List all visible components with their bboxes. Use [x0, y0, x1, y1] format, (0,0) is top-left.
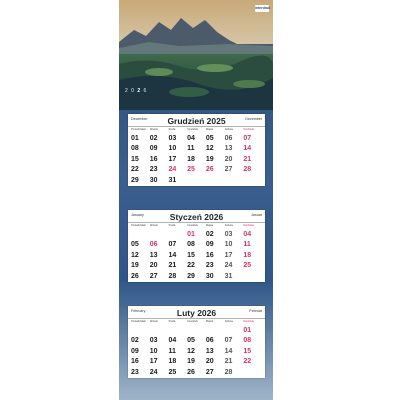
month-title: Styczeń 2026 — [169, 212, 224, 222]
weekday-header-row — [128, 223, 265, 229]
day-cell: 03 — [149, 337, 158, 345]
day-cell: 12 — [131, 251, 139, 259]
weekday-label: Czwartek — [187, 224, 198, 227]
day-cell: 03 — [224, 230, 233, 238]
weekday-label: Środa — [168, 128, 176, 131]
weekday-label: Piątek — [205, 128, 214, 131]
weekday-label: Czwartek — [187, 128, 198, 131]
day-cell: 09 — [149, 145, 158, 153]
week-row — [128, 229, 265, 240]
day-cell: 14 — [224, 347, 233, 355]
day-cell: 12 — [205, 145, 214, 153]
day-cell: 05 — [205, 134, 214, 142]
day-cell: 06 — [224, 134, 233, 142]
weekday-header-row — [128, 127, 265, 133]
day-cell: 05 — [131, 241, 139, 249]
week-row — [128, 325, 265, 336]
month-header — [128, 210, 265, 223]
day-cell: 29 — [131, 176, 139, 184]
month-card — [128, 210, 265, 282]
weekday-label: Piątek — [205, 320, 214, 323]
day-cell: 11 — [187, 145, 195, 153]
weekday-label: Poniedziałek — [131, 320, 146, 323]
day-cell: 19 — [131, 262, 139, 270]
week-row — [128, 367, 265, 378]
day-cell: 25 — [168, 368, 177, 376]
month-label-right: Januar — [251, 213, 262, 217]
day-cell: 17 — [224, 251, 233, 259]
day-cell: 09 — [131, 347, 139, 355]
weekday-label: Środa — [168, 224, 176, 227]
week-row — [128, 154, 265, 165]
day-cell: 15 — [187, 251, 195, 259]
weekday-label: Sobota — [224, 320, 233, 323]
day-cell: 17 — [149, 358, 158, 366]
day-cell: 18 — [187, 155, 195, 163]
day-cell: 26 — [187, 368, 195, 376]
day-cell: 26 — [205, 166, 214, 174]
day-cell: 01 — [131, 134, 139, 142]
month-label-right: Februar — [249, 309, 262, 313]
month-title: Luty 2026 — [176, 308, 217, 318]
day-cell: 02 — [149, 134, 158, 142]
day-cell: 20 — [149, 262, 158, 270]
weekday-label: Środa — [168, 320, 176, 323]
day-cell: 02 — [205, 230, 214, 238]
month-card — [128, 114, 265, 186]
day-cell: 04 — [168, 337, 177, 345]
day-cell: 09 — [205, 241, 214, 249]
day-cell: 27 — [149, 272, 158, 280]
day-cell: 23 — [205, 262, 214, 270]
weekday-label: Niedziela — [243, 320, 254, 323]
day-cell: 20 — [205, 358, 214, 366]
day-cell: 08 — [243, 337, 252, 345]
day-grid — [128, 223, 265, 282]
week-row — [128, 346, 265, 357]
day-cell: 16 — [131, 358, 139, 366]
day-cell: 04 — [187, 134, 195, 142]
day-cell: 10 — [168, 145, 177, 153]
day-cell: 23 — [131, 368, 139, 376]
day-cell: 11 — [168, 347, 176, 355]
day-cell: 14 — [243, 145, 252, 153]
weekday-label: Piątek — [205, 224, 214, 227]
day-cell: 01 — [243, 326, 252, 334]
day-cell: 13 — [205, 347, 214, 355]
weekday-label: Wtorek — [149, 128, 158, 131]
day-cell: 30 — [205, 272, 214, 280]
day-cell: 19 — [205, 155, 214, 163]
weekday-label: Niedziela — [243, 224, 254, 227]
brand-logo: interdruk — [255, 6, 271, 10]
day-cell: 18 — [243, 251, 252, 259]
month-label-left: February — [131, 309, 146, 313]
day-cell: 18 — [168, 358, 177, 366]
day-cell: 06 — [149, 241, 158, 249]
day-cell: 14 — [168, 251, 177, 259]
day-cell: 24 — [224, 262, 233, 270]
weekday-label: Czwartek — [187, 320, 198, 323]
month-header — [128, 306, 265, 319]
day-cell: 16 — [205, 251, 214, 259]
day-cell: 12 — [187, 347, 195, 355]
week-row — [128, 165, 265, 176]
day-cell: 28 — [168, 272, 177, 280]
wall-calendar — [119, 0, 273, 400]
day-cell: 15 — [131, 155, 139, 163]
weekday-header-row — [128, 319, 265, 325]
month-label-left: December — [131, 117, 148, 121]
day-cell: 02 — [131, 337, 139, 345]
weekday-label: Sobota — [224, 224, 233, 227]
day-cell: 07 — [224, 337, 233, 345]
month-label-left: January — [131, 213, 144, 217]
day-cell: 27 — [224, 166, 233, 174]
week-row — [128, 336, 265, 347]
day-cell: 22 — [243, 358, 252, 366]
day-cell: 05 — [187, 337, 195, 345]
day-cell: 08 — [131, 145, 139, 153]
day-cell: 24 — [168, 166, 177, 174]
week-row — [128, 357, 265, 368]
day-cell: 26 — [131, 272, 139, 280]
day-cell: 25 — [187, 166, 195, 174]
day-cell: 15 — [243, 347, 252, 355]
weekday-label: Wtorek — [149, 320, 158, 323]
day-cell: 25 — [243, 262, 252, 270]
day-cell: 13 — [224, 145, 233, 153]
day-cell: 03 — [168, 134, 177, 142]
weekday-label: Poniedziałek — [131, 224, 146, 227]
day-cell: 11 — [243, 241, 251, 249]
day-cell: 21 — [243, 155, 252, 163]
day-cell: 01 — [187, 230, 195, 238]
weekday-label: Niedziela — [243, 128, 254, 131]
day-cell: 28 — [224, 368, 233, 376]
day-cell: 22 — [187, 262, 195, 270]
day-cell: 19 — [187, 358, 195, 366]
day-cell: 16 — [149, 155, 158, 163]
day-cell: 10 — [224, 241, 233, 249]
week-row — [128, 271, 265, 282]
week-row — [128, 133, 265, 144]
day-cell: 07 — [243, 134, 252, 142]
day-cell: 13 — [149, 251, 158, 259]
week-row — [128, 240, 265, 251]
month-title: Grudzień 2025 — [167, 116, 226, 126]
day-cell: 29 — [187, 272, 195, 280]
day-grid — [128, 319, 265, 378]
day-cell: 30 — [149, 176, 158, 184]
month-card — [128, 306, 265, 378]
day-grid — [128, 127, 265, 186]
day-cell: 04 — [243, 230, 252, 238]
day-cell: 22 — [131, 166, 139, 174]
day-cell: 21 — [224, 358, 233, 366]
day-cell: 24 — [149, 368, 158, 376]
day-cell: 31 — [224, 272, 233, 280]
landscape-photo — [119, 0, 273, 110]
year-strip: 2 0 2 6 — [125, 88, 148, 94]
day-cell: 27 — [205, 368, 214, 376]
day-cell: 31 — [168, 176, 177, 184]
week-row — [128, 144, 265, 155]
week-row — [128, 261, 265, 272]
day-cell: 23 — [149, 166, 158, 174]
day-cell: 20 — [224, 155, 233, 163]
day-cell: 07 — [168, 241, 177, 249]
month-label-right: Dezember — [245, 117, 262, 121]
week-row — [128, 175, 265, 186]
day-cell: 06 — [205, 337, 214, 345]
week-row — [128, 250, 265, 261]
day-cell: 10 — [149, 347, 158, 355]
weekday-label: Sobota — [224, 128, 233, 131]
day-cell: 28 — [243, 166, 252, 174]
day-cell: 08 — [187, 241, 195, 249]
month-header — [128, 114, 265, 127]
weekday-label: Poniedziałek — [131, 128, 146, 131]
day-cell: 17 — [168, 155, 177, 163]
day-cell: 21 — [168, 262, 177, 270]
weekday-label: Wtorek — [149, 224, 158, 227]
